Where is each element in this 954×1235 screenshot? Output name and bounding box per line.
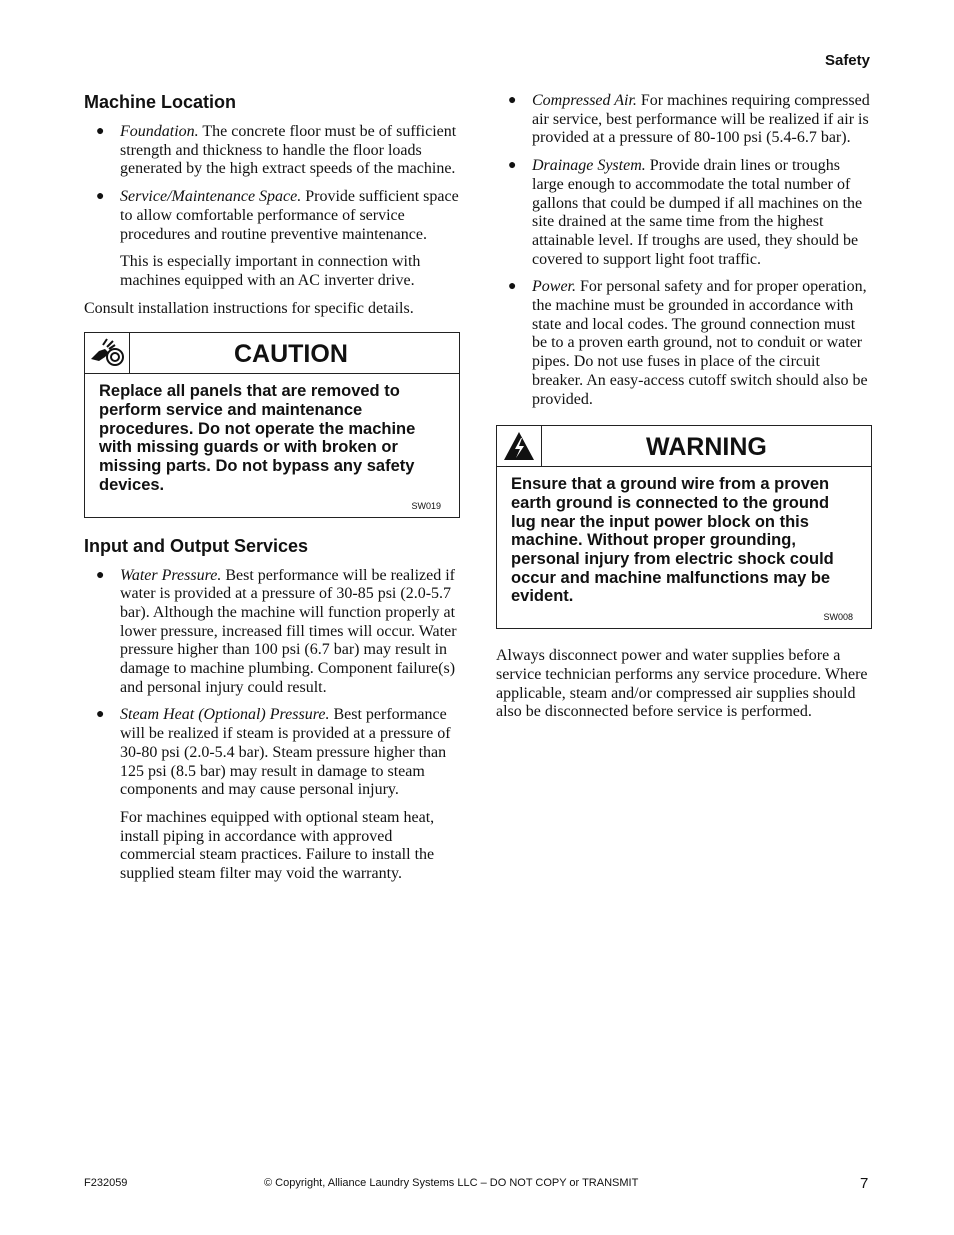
caution-text: Replace all panels that are removed to perform service and maintenance procedures. Do not operate the machine with missing guards or with broken or missing parts. Do not bypass any safety devices. [99, 382, 416, 494]
input-output-heading: Input and Output Services [84, 535, 309, 556]
hand-entanglement-icon [85, 333, 130, 373]
bullet-icon: ● [96, 189, 105, 205]
power-label: Power. [532, 278, 576, 296]
service-space-label: Service/Maintenance Space. [120, 188, 302, 206]
foundation-text: The concrete floor must be of sufficient strength and thickness to handle the floor loads generated by the high extract speeds of the machine. [120, 123, 457, 178]
service-space-text: Provide sufficient space to allow comfortable performance of service procedures and routine preventive maintenance. [120, 188, 459, 243]
machine-location-heading: Machine Location [84, 92, 237, 112]
drainage-label: Drainage System. [532, 157, 646, 175]
steam-heat-note: For machines equipped with optional steam heat, install piping in accordance with approved commercial steam practices. Failure to install the supplied steam filter may void the warranty. [120, 808, 435, 883]
compressed-air-label: Compressed Air. [532, 92, 637, 109]
warning-title: WARNING [646, 433, 767, 462]
document-number: F232059 [84, 1177, 128, 1189]
page-number: 7 [860, 1175, 869, 1192]
consult-instructions: Consult installation instructions for specific details. [84, 299, 414, 317]
disconnect-paragraph: Always disconnect power and water supplies before a service technician performs any service procedure. Where applicable, steam and/or compressed air supplies should also be disconnected before service is performed. [496, 647, 868, 721]
steam-pressure-label: Steam Heat (Optional) Pressure. [120, 706, 330, 724]
water-pressure-item [84, 567, 460, 698]
bullet-icon: ● [508, 158, 517, 174]
left-column [84, 92, 460, 893]
steam-pressure-item [84, 706, 460, 800]
compressed-air-item [496, 92, 872, 148]
steam-pressure-text: Best performance will be realized if steam is provided at a pressure of 30-80 psi (2.0-5.4 bar). Steam pressure higher than 125 psi (8.5 bar) may result in damage to steam components and may cause personal injury. [120, 706, 451, 799]
water-pressure-label: Water Pressure. [120, 566, 222, 584]
bullet-icon: ● [96, 707, 105, 723]
bullet-icon: ● [96, 124, 105, 139]
drainage-text: Provide drain lines or troughs large enough to accommodate the total number of gallons that could be dumped if all machines on the site drained at the same time from the highest attainable level. If troughs are used, they should be covered to support light foot traffic. [532, 157, 863, 268]
caution-title: CAUTION [234, 340, 348, 369]
warning-box [496, 425, 872, 629]
drainage-item [496, 157, 872, 269]
foundation-label: Foundation. [120, 123, 199, 140]
bullet-icon: ● [508, 93, 517, 108]
compressed-air-text: For machines requiring compressed air service, best performance will be realized if air is provided at a pressure of 80-100 psi (5.4-6.7 bar). [532, 92, 870, 147]
caution-code: SW019 [411, 500, 441, 511]
section-header: Safety [824, 52, 870, 69]
caution-box [84, 332, 460, 517]
power-item [496, 278, 872, 409]
power-text: For personal safety and for proper operation, the machine must be grounded in accordance with state and local codes. The ground connection must be to a proven earth ground, not to conduit or water pipes. Do not use fuses in place of the circuit breaker. An easy-access cutoff switch should also be provided. [532, 278, 868, 408]
warning-text: Ensure that a ground wire from a proven earth ground is connected to the ground lug near the input power block on this machine. Without proper grounding, personal injury from electric shock could occur and machine malfunctions may be evident. [511, 475, 834, 606]
water-pressure-text: Best performance will be realized if water is provided at a pressure of 30-85 psi (2.0-5.7 bar). Although the machine will function properly at lower pressure, increased fill times will occur. Water pressure higher than 100 psi (6.7 bar) may result in damage to machine plumbing. Component failure(s) and personal injury could result. [120, 566, 457, 696]
copyright-notice: © Copyright, Alliance Laundry Systems LLC – DO NOT COPY or TRANSMIT [264, 1177, 639, 1189]
electric-shock-icon [497, 426, 542, 466]
bullet-icon: ● [96, 567, 105, 583]
bullet-icon: ● [508, 279, 517, 295]
warning-code: SW008 [823, 612, 853, 623]
right-column [496, 92, 872, 736]
service-space-note: This is especially important in connection with machines equipped with an AC inverter drive. [120, 253, 421, 289]
foundation-item [84, 123, 460, 179]
service-space-item [84, 188, 460, 244]
